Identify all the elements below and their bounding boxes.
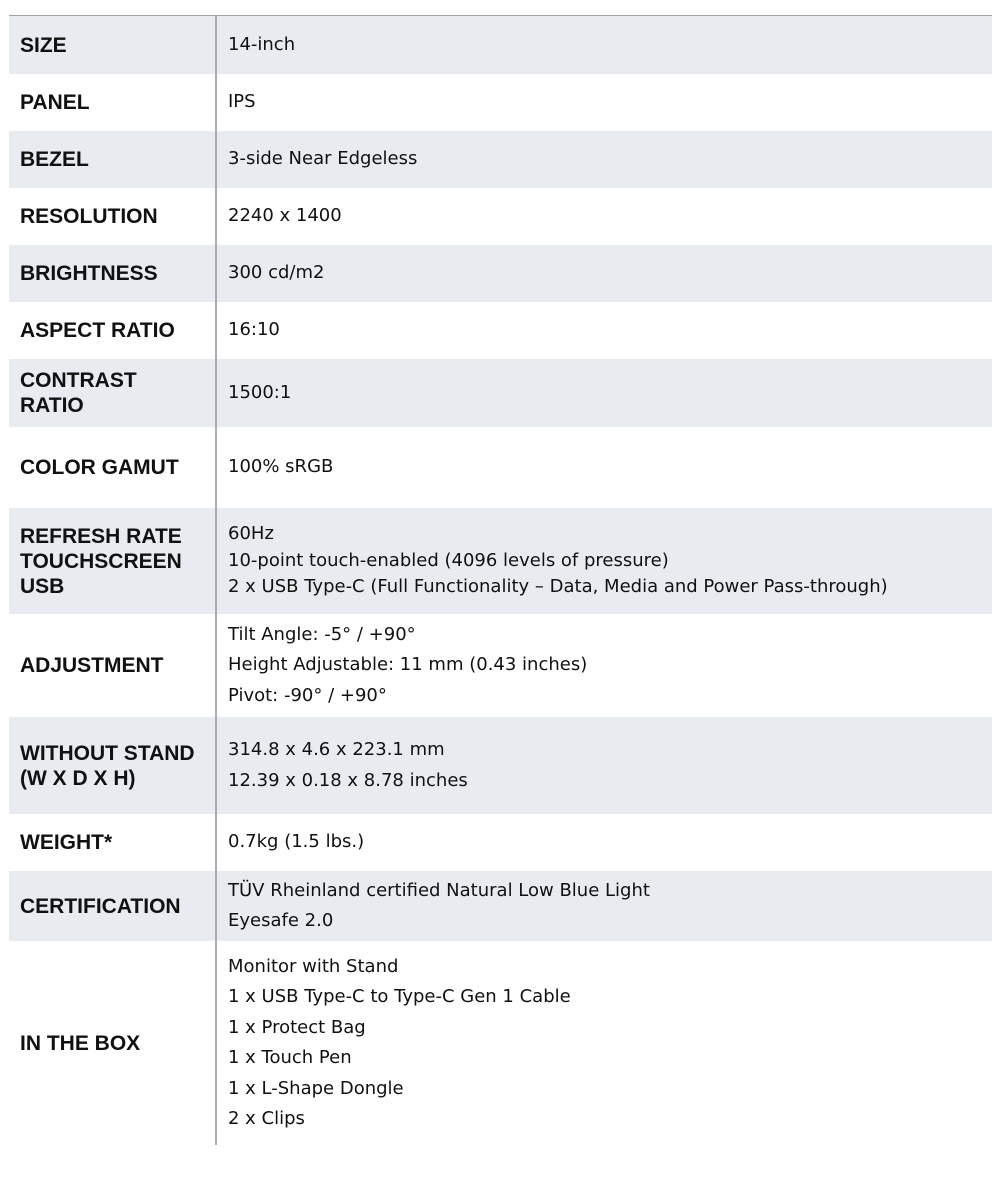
spec-row-in-the-box — [9, 941, 992, 1145]
spec-row-panel — [9, 74, 992, 131]
spec-label: WEIGHT* — [9, 814, 217, 871]
spec-value: 14-inch — [228, 33, 296, 55]
spec-value: 3-side Near Edgeless — [228, 148, 418, 170]
spec-value: 60Hz 10-point touch-enabled (4096 levels of pressure) 2 x USB Type-C (Full Functionality – Data, Media and Power Pass-through) — [228, 523, 888, 598]
spec-label: CONTRAST RATIO — [9, 359, 217, 427]
spec-value: Tilt Angle: -5° / +90° Height Adjustable: 11 mm (0.43 inches) Pivot: -90° / +90° — [228, 623, 588, 706]
spec-row-aspect-ratio — [9, 302, 992, 359]
spec-value: 1500:1 — [228, 381, 292, 403]
spec-label: PANEL — [9, 74, 217, 131]
spec-label: WITHOUT STAND (W X D X H) — [9, 717, 217, 814]
spec-row-bezel — [9, 131, 992, 188]
spec-row-resolution — [9, 188, 992, 245]
spec-value: Monitor with Stand 1 x USB Type-C to Type-C Gen 1 Cable 1 x Protect Bag 1 x Touch Pen 1 x L-Shape Dongle 2 x Clips — [228, 955, 571, 1129]
spec-row-refresh-touch-usb — [9, 508, 992, 614]
spec-label: ASPECT RATIO — [9, 302, 217, 359]
spec-label: COLOR GAMUT — [9, 427, 217, 508]
spec-label: IN THE BOX — [9, 941, 217, 1145]
spec-label: ADJUSTMENT — [9, 614, 217, 717]
spec-row-certification — [9, 871, 992, 941]
spec-value: 300 cd/m2 — [228, 262, 325, 284]
spec-row-size — [9, 16, 992, 74]
spec-row-brightness — [9, 245, 992, 302]
spec-label: SIZE — [9, 16, 217, 74]
spec-value: IPS — [228, 91, 256, 113]
spec-value: 314.8 x 4.6 x 223.1 mm 12.39 x 0.18 x 8.78 inches — [228, 739, 468, 791]
spec-label: REFRESH RATE TOUCHSCREEN USB — [9, 508, 217, 614]
spec-table — [9, 15, 992, 1145]
spec-value: 100% sRGB — [228, 456, 334, 478]
spec-label: BEZEL — [9, 131, 217, 188]
spec-row-without-stand — [9, 717, 992, 814]
spec-label: CERTIFICATION — [9, 871, 217, 941]
spec-label: BRIGHTNESS — [9, 245, 217, 302]
spec-row-weight — [9, 814, 992, 871]
spec-value: 16:10 — [228, 319, 280, 341]
spec-value: 0.7kg (1.5 lbs.) — [228, 831, 365, 853]
spec-row-color-gamut — [9, 427, 992, 508]
spec-label: RESOLUTION — [9, 188, 217, 245]
spec-row-contrast-ratio — [9, 359, 992, 427]
spec-row-adjustment — [9, 614, 992, 717]
spec-value: TÜV Rheinland certified Natural Low Blue Light Eyesafe 2.0 — [228, 879, 650, 931]
spec-value: 2240 x 1400 — [228, 205, 342, 227]
